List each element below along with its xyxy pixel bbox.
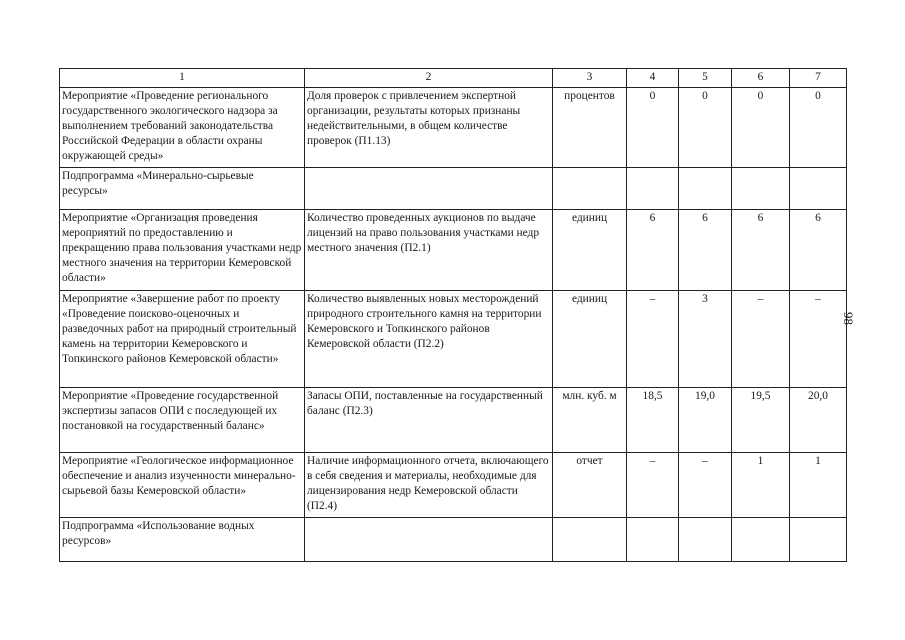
value-cell: [732, 168, 790, 210]
event-cell: Мероприятие «Проведение регионального государственного экологического надзора за выполнением требований законодательства Российской Федерации в области охраны окружающей среды»: [60, 88, 305, 168]
header-row: [60, 69, 847, 88]
indicator-cell: Наличие информационного отчета, включающего в себя сведения и материалы, необходимые для лицензирования недр Кемеровской области (П2.4): [305, 453, 553, 518]
value-cell: [627, 518, 679, 562]
table-row: [60, 453, 847, 518]
table-row: [60, 388, 847, 453]
value-cell: –: [790, 291, 847, 388]
table-row: [60, 291, 847, 388]
value-cell: [732, 518, 790, 562]
value-cell: [627, 168, 679, 210]
unit-cell: [553, 168, 627, 210]
value-cell: –: [732, 291, 790, 388]
subprogram-cell: Подпрограмма «Минерально-сырьевые ресурсы»: [60, 168, 305, 210]
unit-cell: единиц: [553, 291, 627, 388]
event-cell: Мероприятие «Завершение работ по проекту «Проведение поисково-оценочных и разведочных работ на природный строительный камень на территории Кемеровского и Топкинского районов Кемеровской области»: [60, 291, 305, 388]
column-header: 1: [60, 69, 305, 88]
value-cell: 1: [732, 453, 790, 518]
unit-cell: единиц: [553, 210, 627, 291]
table-row: [60, 210, 847, 291]
indicator-cell: Количество выявленных новых месторождений природного строительного камня на территории Кемеровского и Топкинского районов Кемеровской области (П2.2): [305, 291, 553, 388]
event-cell: Мероприятие «Организация проведения мероприятий по предоставлению и прекращению права пользования участками недр местного значения на территории Кемеровской области»: [60, 210, 305, 291]
column-header: 7: [790, 69, 847, 88]
event-cell: Мероприятие «Геологическое информационное обеспечение и анализ изученности минерально-сырьевой базы Кемеровской области»: [60, 453, 305, 518]
table-row: [60, 518, 847, 562]
value-cell: 0: [732, 88, 790, 168]
unit-cell: процентов: [553, 88, 627, 168]
table-row: [60, 168, 847, 210]
subprogram-cell: Подпрограмма «Использование водных ресурсов»: [60, 518, 305, 562]
value-cell: 18,5: [627, 388, 679, 453]
value-cell: [790, 518, 847, 562]
value-cell: –: [627, 453, 679, 518]
indicator-cell: Количество проведенных аукционов по выдаче лицензий на право пользования участками недр местного значения (П2.1): [305, 210, 553, 291]
column-header: 3: [553, 69, 627, 88]
value-cell: 1: [790, 453, 847, 518]
value-cell: –: [627, 291, 679, 388]
value-cell: 0: [790, 88, 847, 168]
indicator-cell: Доля проверок с привлечением экспертной организации, результаты которых признаны недействительными, в общем количестве проверок (П1.13): [305, 88, 553, 168]
event-cell: Мероприятие «Проведение государственной экспертизы запасов ОПИ с последующей их постановкой на государственный баланс»: [60, 388, 305, 453]
page-number: 98: [841, 312, 856, 325]
indicator-cell: [305, 518, 553, 562]
value-cell: 6: [790, 210, 847, 291]
value-cell: 19,0: [679, 388, 732, 453]
value-cell: 19,5: [732, 388, 790, 453]
column-header: 4: [627, 69, 679, 88]
value-cell: 20,0: [790, 388, 847, 453]
value-cell: 6: [679, 210, 732, 291]
value-cell: [790, 168, 847, 210]
value-cell: 6: [732, 210, 790, 291]
unit-cell: отчет: [553, 453, 627, 518]
value-cell: [679, 518, 732, 562]
value-cell: 6: [627, 210, 679, 291]
value-cell: 3: [679, 291, 732, 388]
column-header: 5: [679, 69, 732, 88]
column-header: 6: [732, 69, 790, 88]
unit-cell: [553, 518, 627, 562]
value-cell: 0: [679, 88, 732, 168]
indicator-cell: Запасы ОПИ, поставленные на государственный баланс (П2.3): [305, 388, 553, 453]
column-header: 2: [305, 69, 553, 88]
unit-cell: млн. куб. м: [553, 388, 627, 453]
value-cell: –: [679, 453, 732, 518]
indicators-table: [59, 68, 847, 562]
indicator-cell: [305, 168, 553, 210]
value-cell: [679, 168, 732, 210]
value-cell: 0: [627, 88, 679, 168]
table-row: [60, 88, 847, 168]
